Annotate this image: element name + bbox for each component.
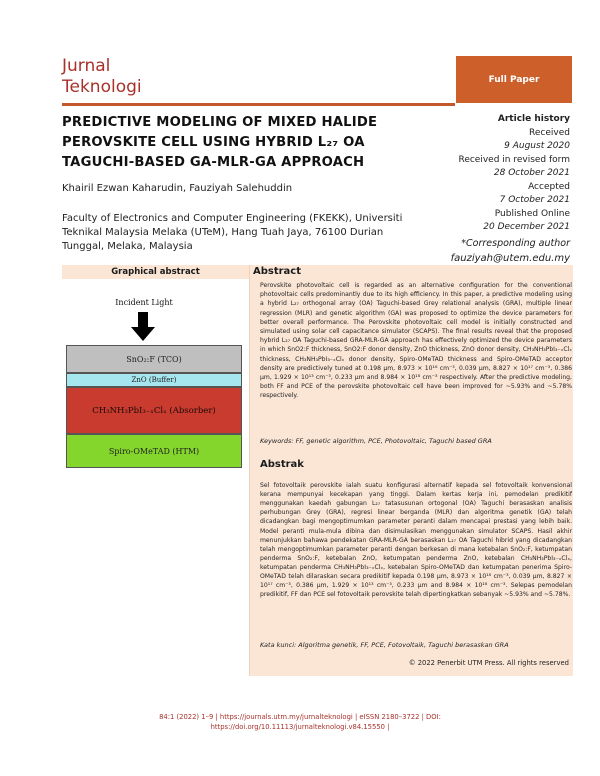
journal-name-line2: Teknologi bbox=[62, 77, 142, 97]
history-heading: Article history bbox=[497, 114, 570, 124]
published-date: 20 December 2021 bbox=[483, 222, 570, 232]
affiliation bbox=[62, 212, 412, 254]
journal-logo bbox=[62, 56, 142, 98]
accepted-date: 7 October 2021 bbox=[499, 195, 570, 205]
keywords: Keywords: FF, genetic algorithm, PCE, Photovoltaic, Taguchi based GRA bbox=[260, 437, 492, 445]
received-label: Received bbox=[529, 127, 570, 138]
graphical-abstract-heading: Graphical abstract bbox=[62, 265, 249, 279]
page-footer bbox=[120, 712, 480, 732]
abstrak-paragraph: Sel fotovoltaik perovskite ialah suatu konfigurasi alternatif kepada sel fotovoltaik konvensional kerana mempunyai kecekapan yang tinggi. Dalam kertas kerja ini, pemodelan predikitif menggunakan kaedah gabungan L₂₇ tatasusunan ortogonal (OA) Taguchi berasaskan analisis perhubungan Grey (GRA), regresi linear berganda (MLR) dan algoritma genetik (GA) telah dicadangkan bagi mengoptimumkan parameter peranti dalam mencapai prestasi yang lebih baik. Model peranti mula-mula dibina dan disimulasikan menggunakan simulator SCAPS. Hasil akhir menunjukkan bahawa pendekatan GRA-MLR-GA berasaskan L₂₇ OA Taguchi hibrid yang dicadangkan telah mengoptimumkan parameter peranti dengan berkesan di mana ketebalan SnO₂:F, ketumpatan penderma SnO₂:F, ketebalan ZnO, ketumpatan penderma ZnO, ketebalan CH₃NH₃PbI₃₋ₓClₓ, ketumpatan penderma CH₃NH₃PbI₃₋ₓClₓ, ketebalan Spiro-OMeTAD dan ketumpatan penerima Spiro-OMeTAD telah dilaraskan secara predikitif kepada 0.198 µm, 8.973 × 10¹⁸ cm⁻³, 0.039 µm, 8.827 × 10¹⁷ cm⁻³, 0.386 µm, 1.929 × 10¹³ cm⁻³, 0.233 µm and 8.984 × 10¹⁸ cm⁻³. Selepas pemodelan predikitif, FF dan PCE sel fotovoltaik perovskite telah dipertingkatkan sebanyak ~5.93% and ~5.78%. bbox=[260, 482, 572, 599]
full-paper-badge: Full Paper bbox=[456, 56, 572, 103]
title-line: PREDICTIVE MODELING OF MIXED HALIDE bbox=[62, 115, 378, 130]
journal-name-line1: Jurnal bbox=[62, 56, 111, 76]
affiliation-line: Tunggal, Melaka, Malaysia bbox=[62, 241, 193, 252]
abstrak-text bbox=[260, 475, 572, 605]
incident-light-label: Incident Light bbox=[115, 298, 173, 307]
affiliation-line: Teknikal Malaysia Melaka (UTeM), Hang Tuah Jaya, 76100 Durian bbox=[62, 227, 384, 238]
abstrak-heading: Abstrak bbox=[260, 459, 304, 470]
header-rule bbox=[62, 103, 455, 106]
footer-doi-link[interactable]: https://doi.org/10.11113/jurnalteknologi.v84.15550 | bbox=[210, 723, 390, 731]
article-history bbox=[410, 113, 570, 265]
affiliation-line: Faculty of Electronics and Computer Engineering (FKEKK), Universiti bbox=[62, 213, 403, 224]
revised-date: 28 October 2021 bbox=[493, 168, 570, 178]
abstract-heading: Abstract bbox=[253, 266, 302, 277]
abstract-text bbox=[260, 281, 572, 401]
title-line: TAGUCHI-BASED GA-MLR-GA APPROACH bbox=[62, 155, 365, 170]
corresponding-author-label: *Corresponding author bbox=[461, 237, 570, 249]
paper-title bbox=[62, 113, 407, 173]
layer-tco: SnO₂:F (TCO) bbox=[66, 345, 242, 373]
layer-absorber: CH₃NH₃PbI₃₋ₓClₓ (Absorber) bbox=[66, 387, 242, 434]
footer-line: 84:1 (2022) 1–9 | https://journals.utm.my/jurnalteknologi | eISSN 2180–3722 | DOI: bbox=[159, 713, 441, 721]
kata-kunci: Kata kunci: Algoritma genetik, FF, PCE, Fotovoltaik, Taguchi berasaskan GRA bbox=[260, 641, 509, 649]
title-line: PEROVSKITE CELL USING HYBRID L₂₇ OA bbox=[62, 135, 365, 150]
layer-buffer: ZnO (Buffer) bbox=[66, 373, 242, 387]
abstract-paragraph: Perovskite photovoltaic cell is regarded as an alternative configuration for the conventional photovoltaic cells predominantly due to its high efficiency. In this paper, a predictive modeling using a hybrid L₂₇ orthogonal array (OA) Taguchi-based Grey relational analysis (GRA), multiple linear regression (MLR) and genetic algorithm (GA) was proposed to optimize the device parameters for better overall performance. The Perovskite photovoltaic cell model is initially constructed and simulated using solar cell capacitance simulator (SCAPS). The final results reveal that the proposed hybrid L₂₇ OA Taguchi-based GRA-MLR-GA approach has effectively optimized the device parameters in which SnO2:F thickness, SnO2:F donor density, ZnO thickness, ZnO donor density, CH₃NH₃PbI₃₋ₓClₓ thickness, CH₃NH₃PbI₃₋ₓClₓ donor density, Spiro-OMeTAD thickness and Spiro-OMeTAD acceptor density are predictively tuned at 0.198 µm, 8.973 × 10¹⁸ cm⁻³, 0.039 µm, 8.827 × 10¹⁷ cm⁻³, 0.386 µm, 1.929 × 10¹³ cm⁻³, 0.233 µm and 8.984 × 10¹⁸ cm⁻³ respectively. After the predictive modeling, both FF and PCE of the perovskite photovoltaic cell have been improved for ~5.93% and ~5.78% respectively. bbox=[260, 282, 572, 400]
graphical-abstract-column bbox=[62, 265, 250, 676]
down-arrow-icon bbox=[130, 312, 156, 342]
accepted-label: Accepted bbox=[528, 181, 570, 192]
revised-label: Received in revised form bbox=[458, 154, 570, 165]
published-label: Published Online bbox=[494, 208, 570, 219]
layer-htm: Spiro-OMeTAD (HTM) bbox=[66, 434, 242, 468]
received-date: 9 August 2020 bbox=[504, 141, 570, 151]
corresponding-email[interactable]: fauziyah@utem.edu.my bbox=[450, 252, 570, 264]
copyright: © 2022 Penerbit UTM Press. All rights reserved bbox=[408, 659, 569, 667]
authors: Khairil Ezwan Kaharudin, Fauziyah Salehuddin bbox=[62, 183, 293, 194]
